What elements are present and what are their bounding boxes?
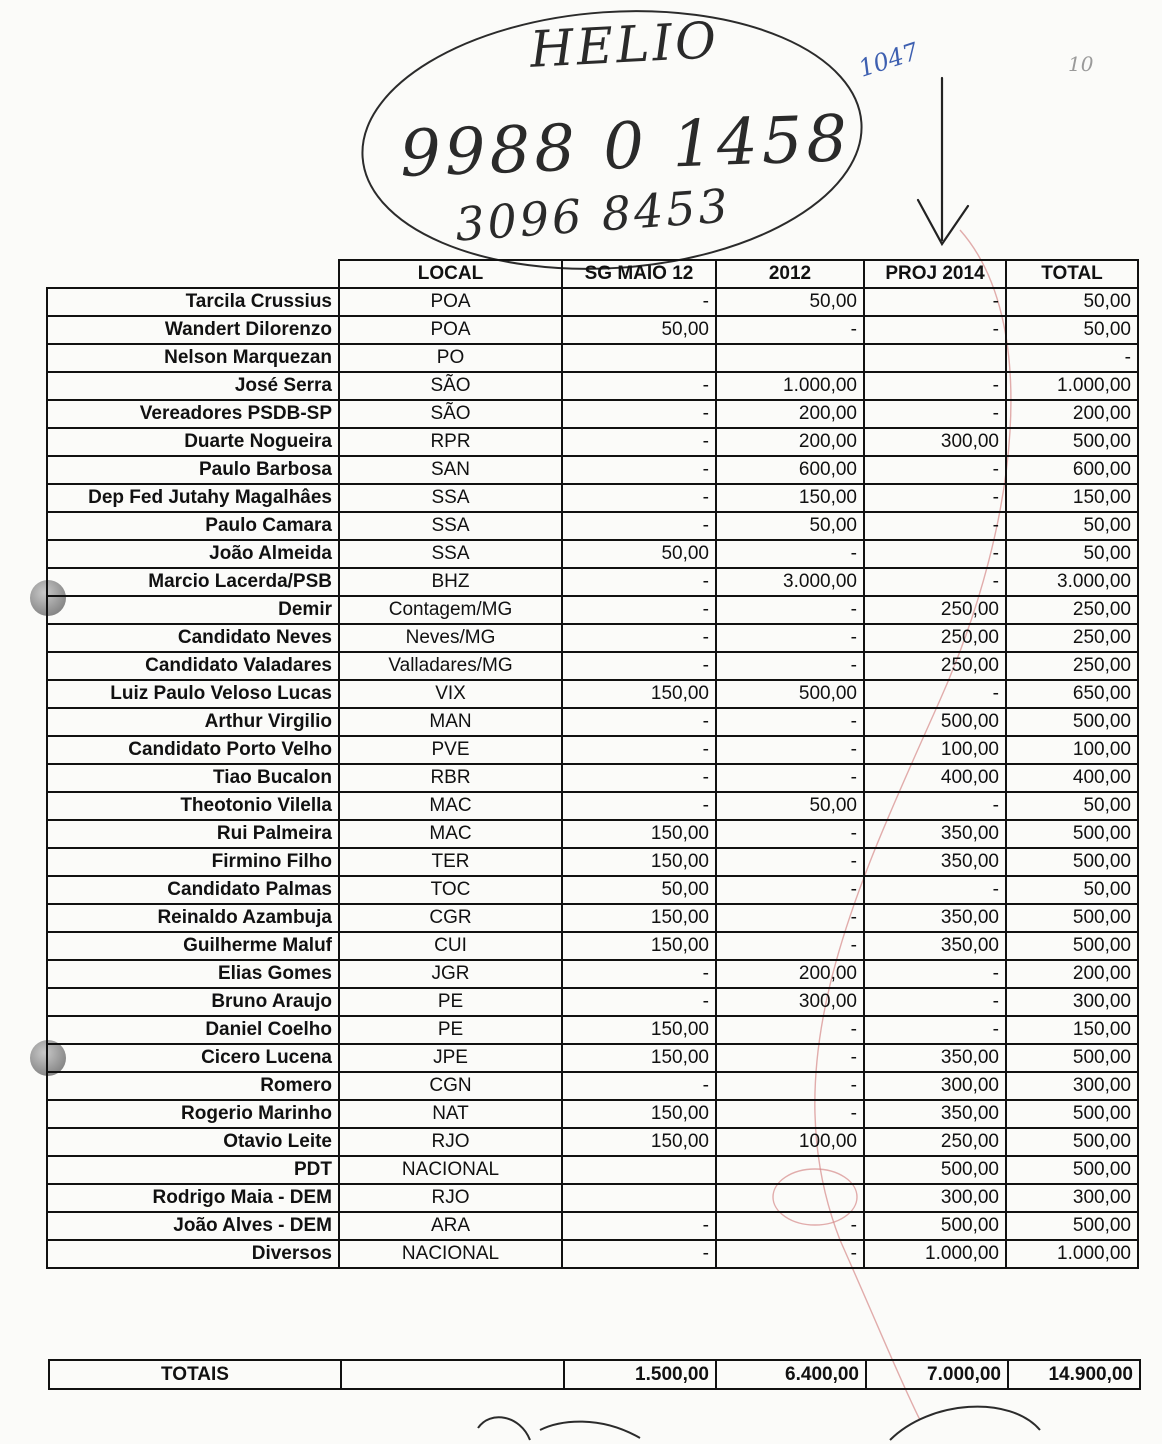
row-2012: - bbox=[716, 876, 864, 904]
table-row bbox=[47, 372, 1138, 400]
row-2012: 3.000,00 bbox=[716, 568, 864, 596]
row-name: Candidato Palmas bbox=[47, 876, 339, 904]
table-row bbox=[47, 764, 1138, 792]
row-sg-maio-12: 50,00 bbox=[562, 876, 716, 904]
table-row bbox=[47, 1156, 1138, 1184]
row-total: 1.000,00 bbox=[1006, 372, 1138, 400]
row-proj-2014: 250,00 bbox=[864, 596, 1006, 624]
header-total: TOTAL bbox=[1006, 260, 1138, 288]
totals-proj-2014: 7.000,00 bbox=[866, 1360, 1008, 1389]
header-2012: 2012 bbox=[716, 260, 864, 288]
row-total: 1.000,00 bbox=[1006, 1240, 1138, 1268]
row-local: CUI bbox=[339, 932, 562, 960]
row-2012 bbox=[716, 1184, 864, 1212]
row-2012: - bbox=[716, 540, 864, 568]
row-name: João Alves - DEM bbox=[47, 1212, 339, 1240]
row-local: SÃO bbox=[339, 400, 562, 428]
table-row bbox=[47, 932, 1138, 960]
row-name: Romero bbox=[47, 1072, 339, 1100]
row-local: VIX bbox=[339, 680, 562, 708]
row-name: Daniel Coelho bbox=[47, 1016, 339, 1044]
row-name: Reinaldo Azambuja bbox=[47, 904, 339, 932]
row-local: PE bbox=[339, 1016, 562, 1044]
row-2012: - bbox=[716, 932, 864, 960]
table-row bbox=[47, 1100, 1138, 1128]
table-row bbox=[47, 484, 1138, 512]
row-total: 500,00 bbox=[1006, 1100, 1138, 1128]
row-total: 50,00 bbox=[1006, 288, 1138, 316]
row-proj-2014: 350,00 bbox=[864, 1044, 1006, 1072]
table-row bbox=[47, 820, 1138, 848]
row-name: Rui Palmeira bbox=[47, 820, 339, 848]
handwritten-phone-1: 9988 0 1458 bbox=[398, 102, 853, 192]
totals-sg-maio-12: 1.500,00 bbox=[564, 1360, 716, 1389]
handwritten-name: HELIO bbox=[528, 11, 721, 79]
table-row bbox=[47, 904, 1138, 932]
table-row bbox=[47, 400, 1138, 428]
table-row bbox=[47, 1184, 1138, 1212]
row-sg-maio-12: 150,00 bbox=[562, 680, 716, 708]
row-proj-2014: - bbox=[864, 960, 1006, 988]
row-local: NAT bbox=[339, 1100, 562, 1128]
row-total: 250,00 bbox=[1006, 652, 1138, 680]
totals-label: TOTAIS bbox=[49, 1360, 341, 1389]
table-row bbox=[47, 1072, 1138, 1100]
row-total: 50,00 bbox=[1006, 316, 1138, 344]
row-total: 50,00 bbox=[1006, 540, 1138, 568]
row-total: 600,00 bbox=[1006, 456, 1138, 484]
table-row bbox=[47, 708, 1138, 736]
row-local: RPR bbox=[339, 428, 562, 456]
table-row bbox=[47, 1128, 1138, 1156]
table-row bbox=[47, 428, 1138, 456]
row-proj-2014: 400,00 bbox=[864, 764, 1006, 792]
table-row bbox=[47, 736, 1138, 764]
bottom-signature-scribble bbox=[478, 1417, 640, 1440]
row-sg-maio-12: 150,00 bbox=[562, 904, 716, 932]
row-sg-maio-12: - bbox=[562, 624, 716, 652]
row-name: Theotonio Vilella bbox=[47, 792, 339, 820]
row-2012: - bbox=[716, 1100, 864, 1128]
row-total: 500,00 bbox=[1006, 428, 1138, 456]
row-name: Cicero Lucena bbox=[47, 1044, 339, 1072]
row-sg-maio-12: - bbox=[562, 372, 716, 400]
row-2012: 1.000,00 bbox=[716, 372, 864, 400]
row-name: José Serra bbox=[47, 372, 339, 400]
table-row bbox=[47, 792, 1138, 820]
handwritten-blue-note: 1047 bbox=[855, 37, 922, 83]
row-local: MAC bbox=[339, 792, 562, 820]
row-2012: - bbox=[716, 624, 864, 652]
row-local: JPE bbox=[339, 1044, 562, 1072]
header-sg-maio-12: SG MAIO 12 bbox=[562, 260, 716, 288]
row-proj-2014: - bbox=[864, 876, 1006, 904]
table-row bbox=[47, 288, 1138, 316]
row-2012: 200,00 bbox=[716, 960, 864, 988]
table-row bbox=[47, 848, 1138, 876]
row-total: - bbox=[1006, 344, 1138, 372]
handwritten-phone-2: 3096 8453 bbox=[453, 178, 733, 252]
row-2012: 500,00 bbox=[716, 680, 864, 708]
row-name: Duarte Nogueira bbox=[47, 428, 339, 456]
row-proj-2014: - bbox=[864, 372, 1006, 400]
row-2012: 200,00 bbox=[716, 400, 864, 428]
row-2012: - bbox=[716, 1016, 864, 1044]
row-local: SSA bbox=[339, 540, 562, 568]
row-proj-2014: - bbox=[864, 792, 1006, 820]
row-proj-2014 bbox=[864, 344, 1006, 372]
row-local: MAN bbox=[339, 708, 562, 736]
row-2012: - bbox=[716, 1044, 864, 1072]
row-2012: 300,00 bbox=[716, 988, 864, 1016]
row-total: 500,00 bbox=[1006, 1044, 1138, 1072]
row-total: 300,00 bbox=[1006, 988, 1138, 1016]
totals-row bbox=[49, 1360, 1140, 1389]
row-name: Marcio Lacerda/PSB bbox=[47, 568, 339, 596]
table-row bbox=[47, 876, 1138, 904]
row-local: NACIONAL bbox=[339, 1156, 562, 1184]
row-name: Candidato Porto Velho bbox=[47, 736, 339, 764]
table-row bbox=[47, 624, 1138, 652]
row-local: RJO bbox=[339, 1184, 562, 1212]
table-row bbox=[47, 316, 1138, 344]
row-local: TER bbox=[339, 848, 562, 876]
row-name: Dep Fed Jutahy Magalhâes bbox=[47, 484, 339, 512]
table-row bbox=[47, 1240, 1138, 1268]
row-proj-2014: - bbox=[864, 680, 1006, 708]
row-local: ARA bbox=[339, 1212, 562, 1240]
row-sg-maio-12: - bbox=[562, 652, 716, 680]
row-sg-maio-12: 150,00 bbox=[562, 932, 716, 960]
table-row bbox=[47, 1044, 1138, 1072]
table-row bbox=[47, 456, 1138, 484]
row-proj-2014: 1.000,00 bbox=[864, 1240, 1006, 1268]
row-name: João Almeida bbox=[47, 540, 339, 568]
row-sg-maio-12: - bbox=[562, 512, 716, 540]
row-total: 500,00 bbox=[1006, 708, 1138, 736]
row-2012: 50,00 bbox=[716, 288, 864, 316]
row-local: PE bbox=[339, 988, 562, 1016]
row-sg-maio-12: - bbox=[562, 456, 716, 484]
table-row bbox=[47, 1212, 1138, 1240]
row-sg-maio-12: 50,00 bbox=[562, 316, 716, 344]
row-name: Luiz Paulo Veloso Lucas bbox=[47, 680, 339, 708]
row-sg-maio-12: - bbox=[562, 708, 716, 736]
contributions-table bbox=[46, 259, 1139, 1269]
table-body bbox=[47, 288, 1138, 1268]
row-total: 100,00 bbox=[1006, 736, 1138, 764]
row-2012: - bbox=[716, 596, 864, 624]
row-local: JGR bbox=[339, 960, 562, 988]
table-row bbox=[47, 652, 1138, 680]
totals-2012: 6.400,00 bbox=[716, 1360, 866, 1389]
row-2012: - bbox=[716, 764, 864, 792]
row-total: 500,00 bbox=[1006, 932, 1138, 960]
row-proj-2014: 350,00 bbox=[864, 820, 1006, 848]
row-sg-maio-12: - bbox=[562, 568, 716, 596]
row-local: MAC bbox=[339, 820, 562, 848]
row-2012: 600,00 bbox=[716, 456, 864, 484]
row-total: 50,00 bbox=[1006, 876, 1138, 904]
row-total: 150,00 bbox=[1006, 1016, 1138, 1044]
row-proj-2014: 500,00 bbox=[864, 708, 1006, 736]
row-name: Bruno Araujo bbox=[47, 988, 339, 1016]
row-name: Candidato Neves bbox=[47, 624, 339, 652]
row-proj-2014: - bbox=[864, 456, 1006, 484]
row-proj-2014: 350,00 bbox=[864, 932, 1006, 960]
row-sg-maio-12 bbox=[562, 344, 716, 372]
row-name: Elias Gomes bbox=[47, 960, 339, 988]
row-name: Rogerio Marinho bbox=[47, 1100, 339, 1128]
row-total: 650,00 bbox=[1006, 680, 1138, 708]
row-sg-maio-12: 150,00 bbox=[562, 1016, 716, 1044]
row-local: POA bbox=[339, 288, 562, 316]
table-row bbox=[47, 680, 1138, 708]
row-proj-2014: - bbox=[864, 1016, 1006, 1044]
row-proj-2014: 250,00 bbox=[864, 652, 1006, 680]
row-sg-maio-12: - bbox=[562, 792, 716, 820]
table-row bbox=[47, 960, 1138, 988]
row-proj-2014: 100,00 bbox=[864, 736, 1006, 764]
row-2012 bbox=[716, 344, 864, 372]
row-proj-2014: - bbox=[864, 484, 1006, 512]
row-sg-maio-12 bbox=[562, 1184, 716, 1212]
row-local: Valladares/MG bbox=[339, 652, 562, 680]
table-row bbox=[47, 1016, 1138, 1044]
table-row bbox=[47, 596, 1138, 624]
row-local: SÃO bbox=[339, 372, 562, 400]
row-local: CGN bbox=[339, 1072, 562, 1100]
handwritten-page-number: 10 bbox=[1068, 52, 1094, 76]
row-proj-2014: 250,00 bbox=[864, 1128, 1006, 1156]
row-proj-2014: - bbox=[864, 400, 1006, 428]
row-sg-maio-12: - bbox=[562, 1072, 716, 1100]
bottom-right-scribble bbox=[890, 1407, 1040, 1440]
row-total: 50,00 bbox=[1006, 512, 1138, 540]
row-total: 500,00 bbox=[1006, 1212, 1138, 1240]
row-proj-2014: - bbox=[864, 540, 1006, 568]
row-local: BHZ bbox=[339, 568, 562, 596]
row-proj-2014: - bbox=[864, 988, 1006, 1016]
table-row bbox=[47, 568, 1138, 596]
row-2012: 50,00 bbox=[716, 792, 864, 820]
row-local: NACIONAL bbox=[339, 1240, 562, 1268]
row-name: Otavio Leite bbox=[47, 1128, 339, 1156]
row-total: 200,00 bbox=[1006, 400, 1138, 428]
row-total: 250,00 bbox=[1006, 624, 1138, 652]
row-name: Candidato Valadares bbox=[47, 652, 339, 680]
row-2012: - bbox=[716, 820, 864, 848]
row-sg-maio-12: - bbox=[562, 484, 716, 512]
row-name: Firmino Filho bbox=[47, 848, 339, 876]
row-2012: 200,00 bbox=[716, 428, 864, 456]
row-total: 3.000,00 bbox=[1006, 568, 1138, 596]
row-sg-maio-12: - bbox=[562, 400, 716, 428]
row-2012: - bbox=[716, 652, 864, 680]
row-total: 50,00 bbox=[1006, 792, 1138, 820]
row-name: Rodrigo Maia - DEM bbox=[47, 1184, 339, 1212]
row-2012: - bbox=[716, 736, 864, 764]
row-name: Demir bbox=[47, 596, 339, 624]
row-local: RJO bbox=[339, 1128, 562, 1156]
row-proj-2014: 500,00 bbox=[864, 1156, 1006, 1184]
totals-local bbox=[341, 1360, 564, 1389]
handwritten-arrow bbox=[918, 78, 968, 244]
row-sg-maio-12: - bbox=[562, 764, 716, 792]
row-sg-maio-12: - bbox=[562, 428, 716, 456]
header-local: LOCAL bbox=[339, 260, 562, 288]
row-2012: - bbox=[716, 1212, 864, 1240]
row-sg-maio-12: 50,00 bbox=[562, 540, 716, 568]
row-local: Neves/MG bbox=[339, 624, 562, 652]
row-sg-maio-12: - bbox=[562, 736, 716, 764]
row-proj-2014: 250,00 bbox=[864, 624, 1006, 652]
row-sg-maio-12: - bbox=[562, 1240, 716, 1268]
table-header-row bbox=[47, 260, 1138, 288]
row-total: 300,00 bbox=[1006, 1072, 1138, 1100]
totals-table bbox=[48, 1359, 1141, 1390]
row-name: Paulo Barbosa bbox=[47, 456, 339, 484]
row-2012: - bbox=[716, 848, 864, 876]
row-name: Paulo Camara bbox=[47, 512, 339, 540]
row-sg-maio-12: 150,00 bbox=[562, 1044, 716, 1072]
row-name: Diversos bbox=[47, 1240, 339, 1268]
row-sg-maio-12: - bbox=[562, 596, 716, 624]
row-local: SSA bbox=[339, 512, 562, 540]
row-total: 250,00 bbox=[1006, 596, 1138, 624]
row-name: Tiao Bucalon bbox=[47, 764, 339, 792]
table-row bbox=[47, 344, 1138, 372]
row-total: 500,00 bbox=[1006, 1128, 1138, 1156]
row-total: 500,00 bbox=[1006, 848, 1138, 876]
row-local: SSA bbox=[339, 484, 562, 512]
row-proj-2014: 300,00 bbox=[864, 1184, 1006, 1212]
header-proj-2014: PROJ 2014 bbox=[864, 260, 1006, 288]
row-local: PVE bbox=[339, 736, 562, 764]
row-total: 500,00 bbox=[1006, 904, 1138, 932]
row-total: 150,00 bbox=[1006, 484, 1138, 512]
totals-total: 14.900,00 bbox=[1008, 1360, 1140, 1389]
row-name: Guilherme Maluf bbox=[47, 932, 339, 960]
row-total: 300,00 bbox=[1006, 1184, 1138, 1212]
row-sg-maio-12: 150,00 bbox=[562, 848, 716, 876]
row-2012: 50,00 bbox=[716, 512, 864, 540]
row-local: Contagem/MG bbox=[339, 596, 562, 624]
row-2012: - bbox=[716, 708, 864, 736]
row-proj-2014: - bbox=[864, 316, 1006, 344]
row-sg-maio-12 bbox=[562, 1156, 716, 1184]
row-name: PDT bbox=[47, 1156, 339, 1184]
row-proj-2014: 350,00 bbox=[864, 904, 1006, 932]
row-local: SAN bbox=[339, 456, 562, 484]
row-proj-2014: 300,00 bbox=[864, 428, 1006, 456]
row-2012: - bbox=[716, 316, 864, 344]
row-sg-maio-12: - bbox=[562, 288, 716, 316]
row-name: Tarcila Crussius bbox=[47, 288, 339, 316]
row-2012: 100,00 bbox=[716, 1128, 864, 1156]
table-row bbox=[47, 988, 1138, 1016]
row-proj-2014: 350,00 bbox=[864, 848, 1006, 876]
row-proj-2014: - bbox=[864, 288, 1006, 316]
row-sg-maio-12: - bbox=[562, 960, 716, 988]
row-name: Arthur Virgilio bbox=[47, 708, 339, 736]
row-proj-2014: 500,00 bbox=[864, 1212, 1006, 1240]
table-row bbox=[47, 512, 1138, 540]
row-2012: - bbox=[716, 904, 864, 932]
row-sg-maio-12: 150,00 bbox=[562, 1128, 716, 1156]
row-local: PO bbox=[339, 344, 562, 372]
row-name: Vereadores PSDB-SP bbox=[47, 400, 339, 428]
row-proj-2014: 350,00 bbox=[864, 1100, 1006, 1128]
row-sg-maio-12: 150,00 bbox=[562, 1100, 716, 1128]
row-sg-maio-12: - bbox=[562, 988, 716, 1016]
row-2012: 150,00 bbox=[716, 484, 864, 512]
row-sg-maio-12: - bbox=[562, 1212, 716, 1240]
row-2012 bbox=[716, 1156, 864, 1184]
row-2012: - bbox=[716, 1072, 864, 1100]
row-proj-2014: - bbox=[864, 568, 1006, 596]
row-total: 500,00 bbox=[1006, 1156, 1138, 1184]
row-local: TOC bbox=[339, 876, 562, 904]
row-2012: - bbox=[716, 1240, 864, 1268]
row-total: 200,00 bbox=[1006, 960, 1138, 988]
row-local: RBR bbox=[339, 764, 562, 792]
row-proj-2014: - bbox=[864, 512, 1006, 540]
row-name: Wandert Dilorenzo bbox=[47, 316, 339, 344]
header-blank-cell bbox=[47, 260, 339, 288]
table-row bbox=[47, 540, 1138, 568]
row-proj-2014: 300,00 bbox=[864, 1072, 1006, 1100]
row-local: POA bbox=[339, 316, 562, 344]
row-total: 400,00 bbox=[1006, 764, 1138, 792]
row-total: 500,00 bbox=[1006, 820, 1138, 848]
row-local: CGR bbox=[339, 904, 562, 932]
row-sg-maio-12: 150,00 bbox=[562, 820, 716, 848]
row-name: Nelson Marquezan bbox=[47, 344, 339, 372]
